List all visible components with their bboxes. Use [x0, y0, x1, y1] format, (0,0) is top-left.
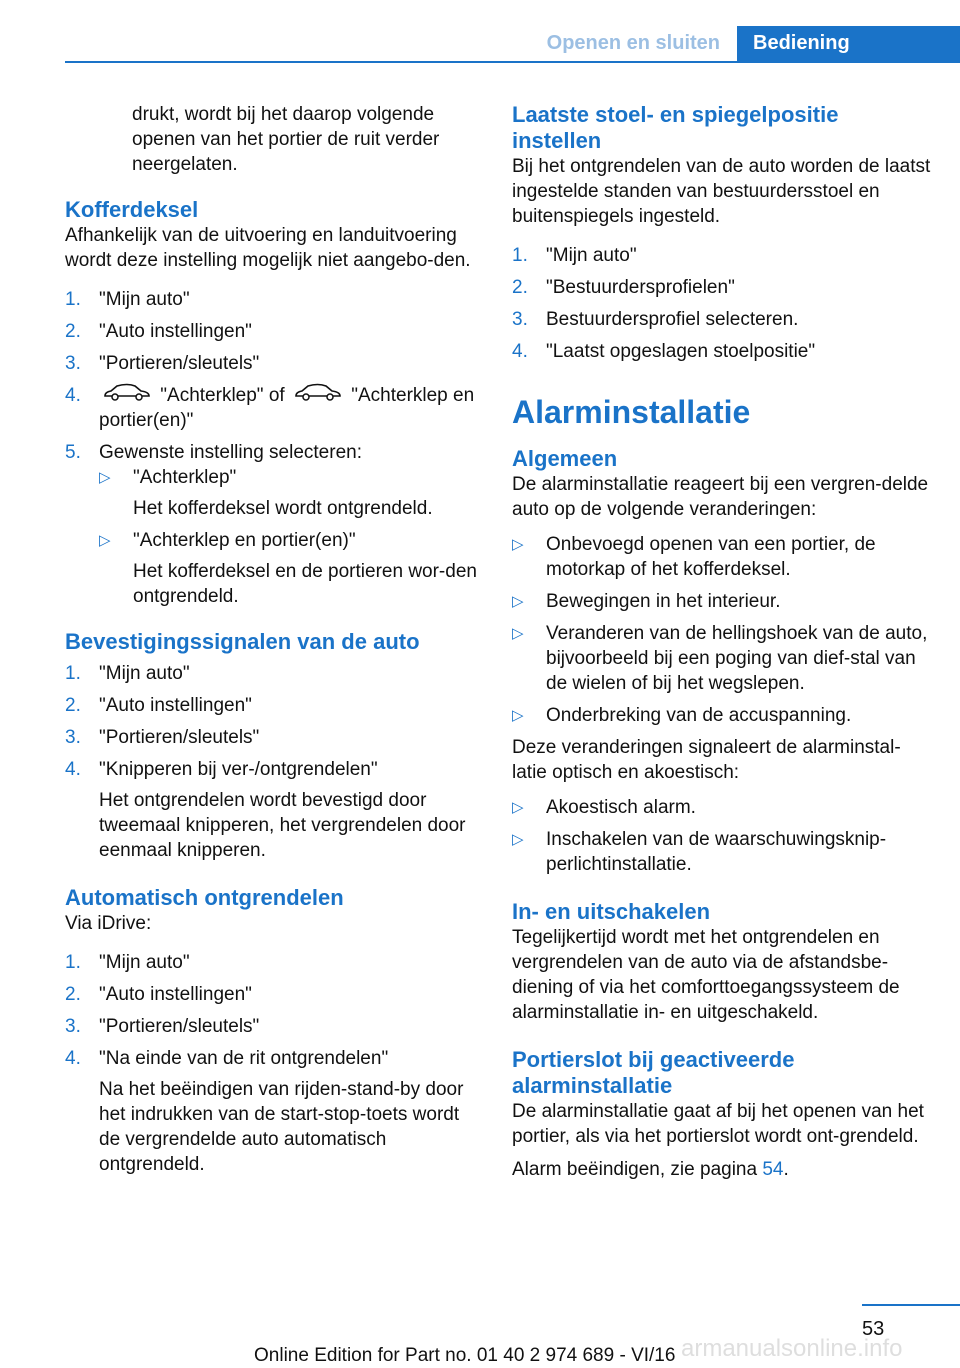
- list-item: 1. "Mijn auto": [65, 663, 190, 685]
- stoel-heading: Laatste stoel- en spiegelpositie instellen: [512, 102, 839, 153]
- inuit-heading: In- en uitschakelen: [512, 899, 711, 924]
- header-section: Openen en sluiten: [546, 32, 720, 54]
- automatisch-heading: Automatisch ontgrendelen: [65, 885, 344, 911]
- list-item: 1. "Mijn auto": [512, 245, 637, 266]
- triangle-bullet-icon: ▷: [512, 536, 524, 553]
- list-item: 3. "Portieren/sleutels": [65, 727, 260, 749]
- list-item: 1. "Mijn auto": [65, 952, 190, 974]
- list-item: 2. "Auto instellingen": [65, 984, 252, 1006]
- kofferdeksel-steps: [65, 287, 480, 609]
- left-column: [65, 102, 480, 1184]
- triangle-bullet-icon: ▷: [512, 799, 524, 816]
- list-item: ▷ Akoestisch alarm.: [512, 797, 696, 818]
- list-item: ▷ Inschakelen van de waarschuwingsknip-perlichtinstallatie.: [512, 829, 887, 875]
- option-list: [99, 465, 480, 609]
- stoel-steps: [512, 243, 932, 364]
- algemeen-text: De alarminstallatie reageert bij een vergren-delde auto op de volgende veranderingen:: [512, 474, 929, 520]
- triangle-bullet-icon: ▷: [99, 469, 111, 487]
- list-item: ▷ Bewegingen in het interieur.: [512, 591, 781, 612]
- list-item: ▷ "Achterklep" Het kofferdeksel wordt ontgrendeld.: [99, 467, 433, 520]
- list-item: ▷ Veranderen van de hellingshoek van de auto, bijvoorbeeld bij een poging van dief-stal van de wielen of bij het wegslepen.: [512, 623, 928, 694]
- right-column: [512, 102, 932, 1190]
- list-item: 1. "Mijn auto": [65, 289, 190, 310]
- car-outline-icon: [103, 383, 151, 408]
- algemeen-heading: Algemeen: [512, 446, 618, 471]
- kofferdeksel-heading: Kofferdeksel: [65, 197, 199, 222]
- alarm-heading: Alarminstallatie: [512, 394, 751, 430]
- kofferdeksel-text: Afhankelijk van de uitvoering en landuitvoering wordt deze instelling mogelijk niet aangebo-den.: [65, 225, 471, 271]
- edition-text: Online Edition for Part no. 01 40 2 974 689 - VI/16: [254, 1345, 676, 1366]
- list-item: ▷ Onderbreking van de accuspanning.: [512, 705, 852, 726]
- portier-heading: Portierslot bij geactiveerde alarminstallatie: [512, 1047, 795, 1098]
- automatisch-text: Via iDrive:: [65, 913, 152, 935]
- list-item: 2. "Bestuurdersprofielen": [512, 277, 735, 298]
- page-link[interactable]: 54: [762, 1159, 784, 1180]
- alarm-end-text: Alarm beëindigen, zie pagina 54.: [512, 1159, 789, 1180]
- list-item: 3. "Portieren/sleutels": [65, 353, 260, 374]
- list-item: 3. "Portieren/sleutels": [65, 1016, 260, 1038]
- stoel-text: Bij het ontgrendelen van de auto worden de laatst ingestelde standen van bestuurdersstoel en buitenspiegels ingesteld.: [512, 156, 931, 227]
- list-item: 4. "Laatst opgeslagen stoelpositie": [512, 341, 816, 362]
- bevestiging-heading: Bevestigingssignalen van de auto: [65, 629, 420, 655]
- automatisch-steps: [65, 950, 480, 1177]
- list-item: 4. "Achterklep" of "Achterklep en portier(en)": [65, 385, 475, 432]
- triangle-bullet-icon: ▷: [512, 625, 524, 642]
- triangle-bullet-icon: ▷: [512, 707, 524, 724]
- inuit-text: Tegelijkertijd wordt met het ontgrendelen en vergrendelen van de auto via de afstandsbe-diening of via het comforttoegangssysteem de alarminstallatie in- en uitgeschakeld.: [512, 927, 900, 1023]
- header-chapter: Bediening: [737, 26, 960, 62]
- bevestiging-steps: [65, 661, 480, 863]
- watermark: armanualsonline.info: [681, 1335, 903, 1362]
- list-item: 4. "Knipperen bij ver-/ontgrendelen" Het ontgrendelen wordt bevestigd door tweemaal knipperen, het vergrendelen door eenmaal knipperen.: [65, 759, 466, 862]
- list-item: 3. Bestuurdersprofiel selecteren.: [512, 309, 799, 330]
- footer-rule: [862, 1304, 960, 1306]
- page-number: 53: [862, 1318, 885, 1340]
- list-item: ▷ "Achterklep en portier(en)" Het kofferdeksel en de portieren wor-den ontgrendeld.: [99, 530, 477, 608]
- signals-list: [512, 795, 932, 877]
- list-item: 4. "Na einde van de rit ontgrendelen" Na het beëindigen van rijden-stand-by door het indrukken van de start-stop-toets wordt de vergrendelde auto automatisch ontgrendeld.: [65, 1048, 464, 1176]
- changes-list: [512, 532, 932, 728]
- list-item: 2. "Auto instellingen": [65, 321, 252, 342]
- list-item: 2. "Auto instellingen": [65, 695, 252, 717]
- header-rule: [65, 61, 960, 63]
- list-item: ▷ Onbevoegd openen van een portier, de motorkap of het kofferdeksel.: [512, 534, 876, 580]
- portier-text: De alarminstallatie gaat af bij het openen van het portier, als via het portierslot wordt ont-grendeld.: [512, 1101, 924, 1147]
- triangle-bullet-icon: ▷: [512, 831, 524, 848]
- list-item: 5. Gewenste instelling selecteren: ▷ "Achterklep" Het kofferdeksel wordt ontgrendeld. ▷ "Achterklep en portier(en)" Het kofferdeksel en de portieren wor-den ontgrendeld.: [65, 440, 480, 609]
- intro-text: drukt, wordt bij het daarop volgende openen van het portier de ruit verder neergelaten.: [132, 104, 440, 175]
- car-outline-icon: [294, 383, 342, 408]
- triangle-bullet-icon: ▷: [512, 593, 524, 610]
- signal-text: Deze veranderingen signaleert de alarminstal-latie optisch en akoestisch:: [512, 737, 901, 783]
- triangle-bullet-icon: ▷: [99, 532, 111, 550]
